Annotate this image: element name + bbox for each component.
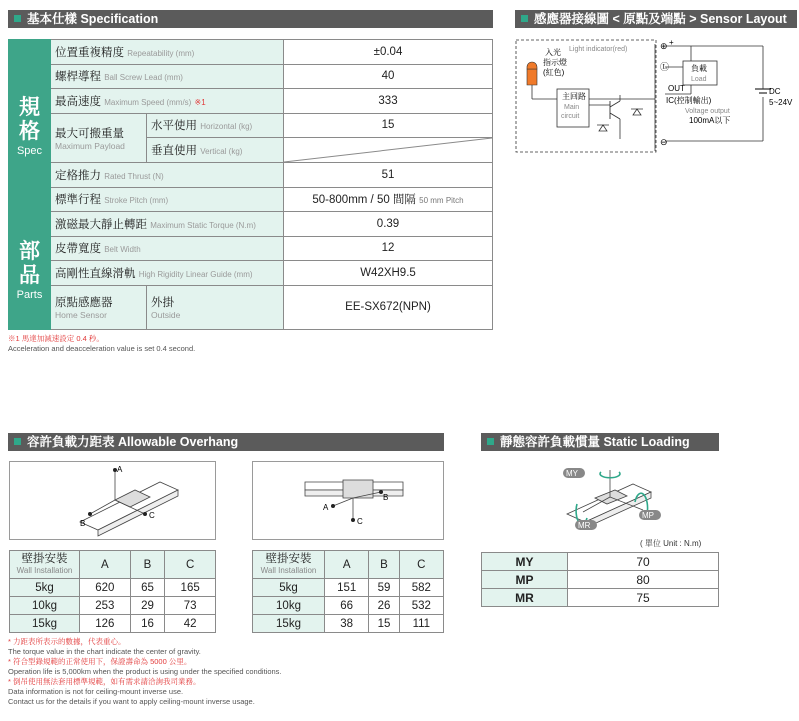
table-row bbox=[482, 553, 719, 571]
spec-label bbox=[51, 187, 284, 212]
spec-row-stroke bbox=[9, 187, 493, 212]
light-indicator-label: Light indicator(red) bbox=[569, 46, 628, 53]
col-c-header: C bbox=[399, 551, 443, 579]
note-line: The torque value in the chart indicate the center of gravity. bbox=[8, 647, 201, 656]
spec-row-repeatability bbox=[9, 40, 493, 65]
value-cell: 620 bbox=[80, 579, 131, 597]
spec-notes bbox=[8, 334, 195, 354]
voltage-output-label: Voltage output bbox=[685, 108, 730, 115]
diode-icon bbox=[597, 125, 609, 131]
overhang-figure-right bbox=[252, 461, 444, 540]
label-zh: 原點感應器 bbox=[55, 297, 113, 309]
spec-row-guide bbox=[9, 261, 493, 286]
spec-label bbox=[51, 163, 284, 188]
spec-row-thrust bbox=[9, 163, 493, 188]
header-en: Wall Installation bbox=[16, 565, 73, 575]
load-cell: 10kg bbox=[10, 597, 80, 615]
note-line: * 倒吊使用無法套用標準規範，如有需求請洽詢我司業務。 bbox=[8, 677, 201, 686]
note-line: * 力距表所表示的數據，代表重心。 bbox=[8, 637, 126, 646]
value-cell: 73 bbox=[165, 597, 216, 615]
value-cell: 59 bbox=[369, 579, 399, 597]
spec-value: 15 bbox=[284, 113, 493, 138]
spec-label bbox=[51, 64, 284, 89]
table-row bbox=[10, 615, 216, 633]
spec-row-speed bbox=[9, 89, 493, 114]
label-zh: 定格推力 bbox=[55, 169, 101, 182]
spec-group-en: Spec bbox=[16, 144, 43, 157]
sensor-section-title: 感應器接線圖 < 原點及端點 > Sensor Layout bbox=[534, 12, 787, 26]
spec-value: 40 bbox=[284, 64, 493, 89]
value-cell: 111 bbox=[399, 615, 443, 633]
load-cell: 5kg bbox=[253, 579, 325, 597]
diagonal-slash-icon bbox=[284, 138, 492, 162]
square-bullet-icon bbox=[521, 15, 528, 22]
stroke-value-sub: 50 mm Pitch bbox=[419, 196, 464, 206]
moment-value: 75 bbox=[568, 589, 719, 607]
sublabel-zh: 水平使用 bbox=[151, 120, 197, 133]
spec-label bbox=[51, 236, 284, 261]
led-dome bbox=[527, 62, 537, 69]
header-zh: 壁掛安裝 bbox=[265, 552, 312, 565]
transistor-icon bbox=[610, 101, 620, 119]
header-en: Wall Installation bbox=[260, 565, 317, 575]
moment-value: 80 bbox=[568, 571, 719, 589]
spec-value: 0.39 bbox=[284, 212, 493, 237]
col-b-header: B bbox=[130, 551, 165, 579]
sublabel-en: Outside bbox=[151, 310, 181, 320]
label-zh: 最高速度 bbox=[55, 95, 101, 108]
col-a-header: A bbox=[325, 551, 369, 579]
fig-label-b: B bbox=[383, 493, 389, 502]
spec-value: 51 bbox=[284, 163, 493, 188]
plus-sign: + bbox=[669, 39, 674, 47]
fig-label-a: A bbox=[117, 465, 123, 474]
label-en: Maximum Speed (mm/s) bbox=[104, 97, 192, 107]
load-cell: 5kg bbox=[10, 579, 80, 597]
spec-value: 12 bbox=[284, 236, 493, 261]
table-row bbox=[10, 597, 216, 615]
moment-section-header bbox=[481, 433, 719, 467]
spec-label bbox=[51, 285, 147, 329]
sublabel-en: Horizontal (kg) bbox=[200, 122, 253, 132]
indicator-zh-3: (紅色) bbox=[543, 68, 565, 77]
table-row bbox=[253, 597, 444, 615]
moment-figure bbox=[555, 462, 665, 532]
moment-table bbox=[481, 552, 719, 607]
parts-group-cell bbox=[9, 212, 51, 330]
note-line: Contact us for the details if you want to apply ceiling-mount inverse usage. bbox=[8, 697, 255, 706]
overhang-section-title: 容許負載力距表 Allowable Overhang bbox=[27, 435, 239, 449]
dc-range-label: 5~24V bbox=[769, 98, 793, 107]
spec-row-lead bbox=[9, 64, 493, 89]
spec-value: 333 bbox=[284, 89, 493, 114]
current-label: 100mA以下 bbox=[689, 116, 731, 125]
overhang-section-header bbox=[8, 433, 444, 451]
moment-section-title: 靜態容許負載慣量 Static Loading Moment bbox=[487, 435, 690, 467]
indicator-zh-2: 指示燈 bbox=[543, 58, 567, 67]
square-bullet-icon bbox=[14, 438, 21, 445]
label-en: Belt Width bbox=[104, 245, 141, 255]
label-en: Maximum Payload bbox=[55, 140, 125, 151]
main-circuit-en-1: Main bbox=[564, 104, 580, 111]
spec-section-header bbox=[8, 10, 493, 28]
parts-group-zh: 部品 bbox=[19, 239, 40, 288]
spec-label bbox=[51, 212, 284, 237]
spec-row-payload-h bbox=[9, 113, 493, 138]
moment-key: MY bbox=[482, 553, 568, 571]
load-zh: 負載 bbox=[691, 64, 707, 73]
load-en: Load bbox=[691, 76, 707, 83]
value-cell: 253 bbox=[80, 597, 131, 615]
load-cell: 15kg bbox=[253, 615, 325, 633]
fig-label-a: A bbox=[323, 503, 329, 512]
label-en: Rated Thrust (N) bbox=[104, 171, 164, 181]
spec-label bbox=[51, 40, 284, 65]
fig-label-b: B bbox=[80, 519, 86, 528]
sublabel-zh: 垂直使用 bbox=[151, 145, 197, 157]
main-circuit-en-2: circuit bbox=[561, 113, 580, 120]
table-row bbox=[482, 571, 719, 589]
sublabel-zh: 外掛 bbox=[151, 297, 174, 309]
wall-install-header bbox=[253, 551, 325, 579]
label-zh: 螺桿導程 bbox=[55, 71, 101, 84]
overhang-figure-left bbox=[9, 461, 216, 540]
spec-value-empty bbox=[284, 138, 493, 163]
note-mark: ※1 bbox=[194, 97, 206, 107]
note-line: Data information is not for ceiling-mount inverse use. bbox=[8, 687, 184, 696]
out-label: OUT bbox=[668, 84, 685, 93]
actuator-figure-wall bbox=[253, 462, 443, 539]
value-cell: 65 bbox=[130, 579, 165, 597]
label-en: High Rigidity Linear Guide (mm) bbox=[138, 269, 253, 279]
terminal-plus: ⊕ bbox=[660, 41, 668, 51]
terminal-minus: ⊖ bbox=[660, 137, 668, 147]
table-row bbox=[482, 589, 719, 607]
ic-label: IC(控制輸出) bbox=[666, 96, 712, 105]
bottom-notes bbox=[8, 637, 282, 707]
value-cell: 66 bbox=[325, 597, 369, 615]
value-cell: 126 bbox=[80, 615, 131, 633]
spec-value: EE-SX672(NPN) bbox=[284, 285, 493, 329]
spec-section-title: 基本仕樣 Specification bbox=[27, 12, 159, 26]
label-zh: 最大可搬重量 bbox=[55, 127, 124, 140]
my-label: MY bbox=[566, 469, 578, 478]
moment-key: MP bbox=[482, 571, 568, 589]
moment-unit: ( 單位 Unit : N.m) bbox=[640, 539, 702, 548]
load-cell: 10kg bbox=[253, 597, 325, 615]
parts-group-en: Parts bbox=[16, 289, 43, 302]
value-cell: 29 bbox=[130, 597, 165, 615]
overhang-header-row bbox=[253, 551, 444, 579]
spec-sublabel bbox=[147, 113, 284, 138]
col-a-header: A bbox=[80, 551, 131, 579]
label-en: Home Sensor bbox=[55, 310, 107, 320]
stroke-value: 50-800mm / 50 間隔 bbox=[312, 194, 416, 207]
label-en: Ball Screw Lead (mm) bbox=[104, 73, 183, 83]
zener-icon bbox=[631, 109, 643, 115]
value-cell: 16 bbox=[130, 615, 165, 633]
overhang-table-right bbox=[252, 550, 444, 633]
note-line: Operation life is 5,000km when the product is using under the specified conditions. bbox=[8, 667, 282, 676]
spec-label bbox=[51, 113, 147, 163]
terminal-l: Ⓛ bbox=[660, 62, 670, 72]
moment-key: MR bbox=[482, 589, 568, 607]
value-cell: 582 bbox=[399, 579, 443, 597]
value-cell: 165 bbox=[165, 579, 216, 597]
overhang-table-left bbox=[9, 550, 216, 633]
table-row bbox=[10, 579, 216, 597]
spec-row-belt bbox=[9, 236, 493, 261]
mp-label: MP bbox=[642, 511, 654, 520]
spec-table bbox=[8, 39, 493, 330]
value-cell: 38 bbox=[325, 615, 369, 633]
main-circuit-zh: 主回路 bbox=[562, 92, 586, 101]
col-b-header: B bbox=[369, 551, 399, 579]
square-bullet-icon bbox=[14, 15, 21, 22]
value-cell: 42 bbox=[165, 615, 216, 633]
label-zh: 標準行程 bbox=[55, 194, 101, 207]
table-row bbox=[253, 579, 444, 597]
spec-row-sensor bbox=[9, 285, 493, 329]
spec-value: W42XH9.5 bbox=[284, 261, 493, 286]
overhang-header-row bbox=[10, 551, 216, 579]
col-c-header: C bbox=[165, 551, 216, 579]
sensor-wiring-diagram bbox=[515, 39, 797, 156]
spec-note-en: Acceleration and deacceleration value is set 0.4 second. bbox=[8, 344, 196, 353]
spec-label bbox=[51, 89, 284, 114]
note-line: * 符合型錄規範的正常使用下，保證壽命為 5000 公里。 bbox=[8, 657, 192, 666]
sensor-section-header bbox=[515, 10, 797, 28]
load-cell: 15kg bbox=[10, 615, 80, 633]
label-zh: 皮帶寬度 bbox=[55, 243, 101, 256]
wall-install-header bbox=[10, 551, 80, 579]
value-cell: 26 bbox=[369, 597, 399, 615]
header-zh: 壁掛安裝 bbox=[21, 552, 68, 565]
fig-label-c: C bbox=[357, 517, 363, 526]
value-cell: 151 bbox=[325, 579, 369, 597]
square-bullet-icon bbox=[487, 438, 494, 445]
spec-sublabel bbox=[147, 138, 284, 163]
label-en: Maximum Static Torque (N.m) bbox=[150, 220, 256, 230]
label-en: Repeatability (mm) bbox=[127, 48, 195, 58]
spec-label bbox=[51, 261, 284, 286]
moment-value: 70 bbox=[568, 553, 719, 571]
spec-value bbox=[284, 187, 493, 212]
label-zh: 高剛性直線滑軌 bbox=[55, 267, 136, 280]
spec-group-zh: 規格 bbox=[19, 94, 40, 143]
sublabel-en: Vertical (kg) bbox=[200, 147, 243, 156]
led-icon bbox=[527, 69, 537, 85]
spec-group-cell bbox=[9, 40, 51, 212]
spec-value: ±0.04 bbox=[284, 40, 493, 65]
dc-label: DC bbox=[769, 87, 781, 96]
spec-sublabel bbox=[147, 285, 284, 329]
label-zh: 激磁最大靜止轉距 bbox=[55, 218, 147, 231]
label-zh: 位置重複精度 bbox=[55, 46, 124, 59]
spec-row-torque bbox=[9, 212, 493, 237]
actuator-figure-horizontal bbox=[10, 462, 215, 539]
value-cell: 15 bbox=[369, 615, 399, 633]
value-cell: 532 bbox=[399, 597, 443, 615]
label-en: Stroke Pitch (mm) bbox=[104, 196, 169, 206]
spec-note-zh: ※1 馬達加減速設定 0.4 秒。 bbox=[8, 334, 104, 343]
fig-label-c: C bbox=[149, 511, 155, 520]
table-row bbox=[253, 615, 444, 633]
indicator-zh-1: 入光 bbox=[545, 48, 561, 57]
mr-label: MR bbox=[578, 521, 591, 530]
